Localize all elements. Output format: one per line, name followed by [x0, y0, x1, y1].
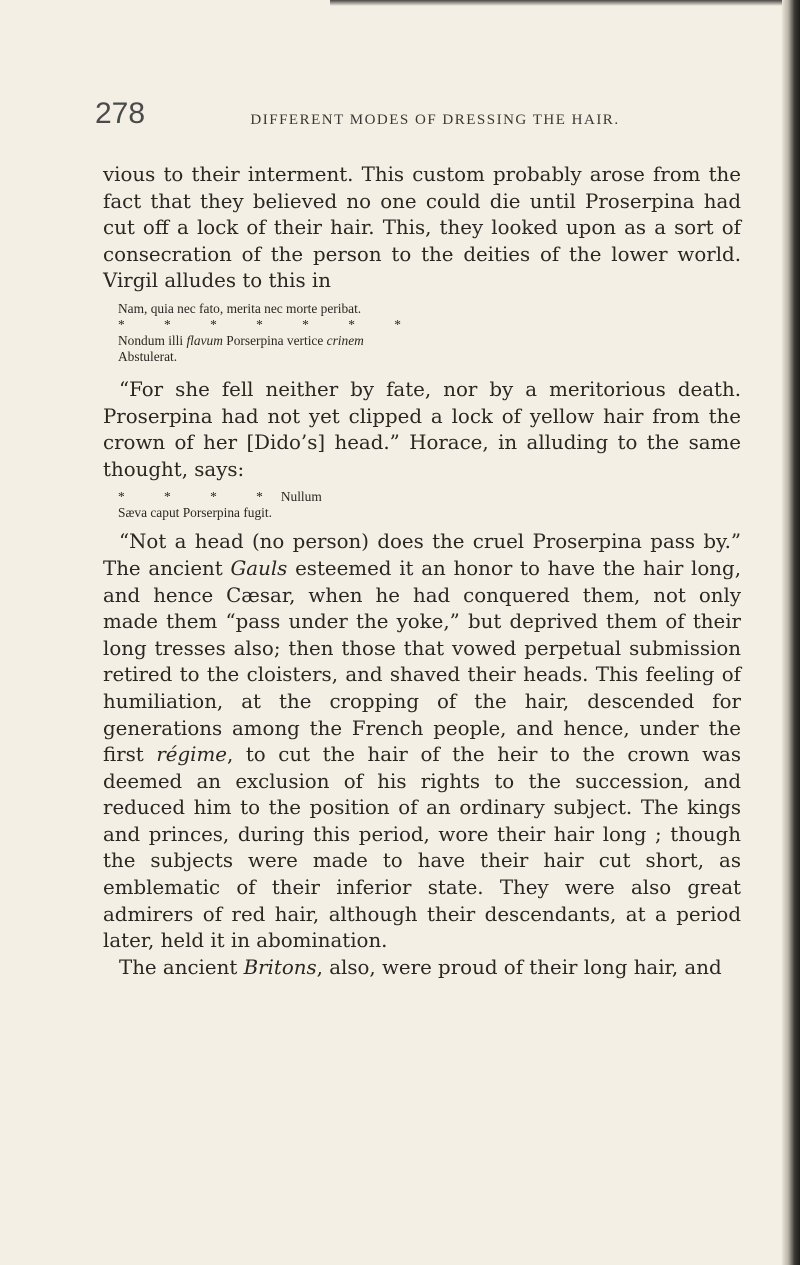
text-run: The ancient [119, 955, 244, 979]
text-run: , to cut the hair of the heir to the crown was deemed an exclusion of his rights to the succession, and reduced him to the position of an ordinary subject. The kings and princes, during this period, wore their hair long ; though the subjects were made to have their hair cut short, as emblematic of their inferior state. They were also great admirers of red hair, although their descendants, at a period later, held it in abomination. [103, 743, 741, 953]
verse-italic-word: flavum [186, 332, 223, 348]
latin-quote-virgil [103, 301, 741, 365]
running-head: DIFFERENT MODES OF DRESSING THE HAIR. [250, 112, 620, 128]
verse-ellipsis-stars: * * * * [118, 489, 281, 505]
page-header [95, 97, 735, 137]
verse-text: Porserpina vertice [222, 332, 327, 348]
verse-word: Nullum [280, 489, 322, 505]
verse-italic-word: crinem [326, 332, 364, 348]
verse-line-3 [118, 333, 741, 349]
verse-line-2: Sæva caput Porserpina fugit. [118, 505, 272, 521]
paragraph-1: vious to their interment. This custom probably arose from the fact that they believed no one could die until Proserpina had cut off a lock of their hair. This, they looked upon as a sort of consecration of the person to the deities of the lower world. Virgil alludes to this in [103, 163, 741, 293]
latin-quote-horace [103, 489, 741, 521]
italic-word: régime [156, 743, 227, 767]
paragraph-3 [103, 529, 741, 955]
italic-word: Britons [243, 955, 317, 979]
text-run: , also, were proud of their long hair, and [316, 955, 722, 979]
italic-word: Gauls [230, 556, 288, 580]
text-run: “Not a head (no person) does the cruel Proserpina pass by.” The ancient [103, 530, 741, 580]
text-run: esteemed it an honor to have the hair long, and hence Cæsar, when he had conquered them, not only made them “pass under the yoke,” but deprived them of their long tresses also; then those that vowed perpetual submission retired to the cloisters, and shaved their heads. This feeling of humiliation, at the cropping of the hair, descended for generations among the French people, and hence, under the first [103, 556, 741, 767]
verse-line-1 [118, 489, 741, 505]
verse-ellipsis-stars: * * * * * * * [118, 316, 419, 332]
page-binding-edge [782, 0, 800, 1265]
body-text [103, 162, 741, 981]
verse-text: Nondum illi [118, 332, 187, 348]
verse-line-1: Nam, quia nec fato, merita nec morte peribat. [118, 300, 362, 316]
paragraph-2: “For she fell neither by fate, nor by a meritorious death. Proserpina had not yet clipped a lock of yellow hair from the crown of her [Dido’s] head.” Horace, in alluding to the same thought, says: [103, 377, 741, 481]
verse-line-4: Abstulerat. [118, 348, 178, 364]
paragraph-4 [103, 955, 741, 982]
page-number: 278 [95, 97, 146, 130]
